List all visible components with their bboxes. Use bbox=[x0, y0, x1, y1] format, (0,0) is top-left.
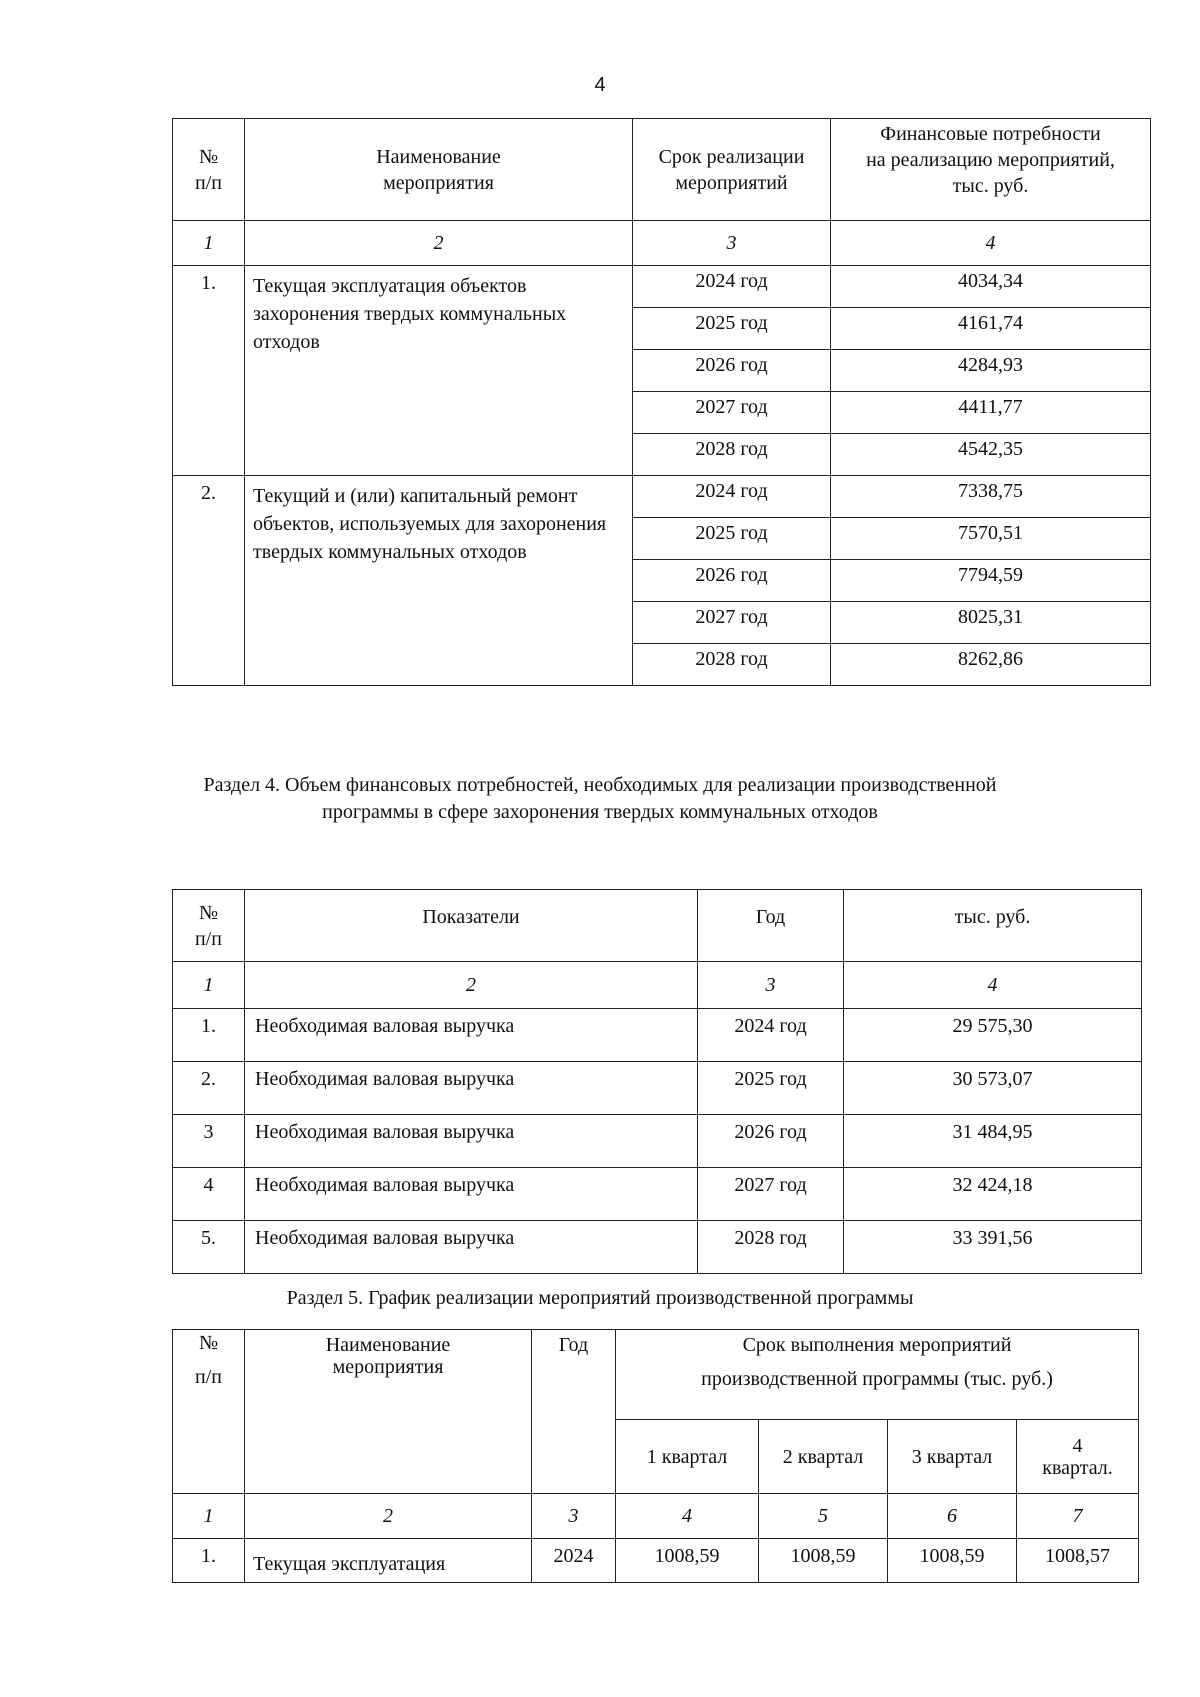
year-cell: 2026 год bbox=[698, 1115, 844, 1168]
header-quarter-1: 1 квартал bbox=[616, 1420, 759, 1494]
table-row bbox=[173, 1539, 1139, 1583]
value-cell: 4034,34 bbox=[831, 266, 1151, 308]
indicator-cell: Необходимая валовая выручка bbox=[245, 1168, 698, 1221]
year-cell: 2026 год bbox=[633, 350, 831, 392]
value-cell: 4284,93 bbox=[831, 350, 1151, 392]
section-4-title: Раздел 4. Объем финансовых потребностей, необходимых для реализации производственной программы в сфере захоронения твердых коммунальных отходов bbox=[203, 774, 997, 823]
header-year: Год bbox=[532, 1330, 616, 1494]
year-cell: 2027 год bbox=[633, 392, 831, 434]
value-cell: 29 575,30 bbox=[844, 1009, 1142, 1062]
year-cell: 2028 год bbox=[633, 434, 831, 476]
year-cell: 2024 год bbox=[698, 1009, 844, 1062]
table-row bbox=[173, 476, 1151, 518]
row-number: 1. bbox=[173, 1539, 245, 1583]
value-cell: 8262,86 bbox=[831, 644, 1151, 686]
header-quarter-3: 3 квартал bbox=[888, 1420, 1017, 1494]
header-activity-name: Наименование мероприятия bbox=[245, 1330, 532, 1494]
header-number: № п/п bbox=[173, 119, 245, 221]
year-cell: 2024 bbox=[532, 1539, 616, 1583]
value-cell: 4411,77 bbox=[831, 392, 1151, 434]
year-cell: 2024 год bbox=[633, 476, 831, 518]
header-term: Срок реализации мероприятий bbox=[633, 119, 831, 221]
index-cell: 3 bbox=[532, 1494, 616, 1539]
year-cell: 2027 год bbox=[633, 602, 831, 644]
index-cell: 2 bbox=[245, 221, 633, 266]
value-cell: 7570,51 bbox=[831, 518, 1151, 560]
header-term: Срок выполнения мероприятий производственной программы (тыс. руб.) bbox=[616, 1330, 1139, 1420]
header-indicators: Показатели bbox=[245, 890, 698, 962]
index-cell: 4 bbox=[831, 221, 1151, 266]
table-row bbox=[173, 1221, 1142, 1274]
indicator-cell: Необходимая валовая выручка bbox=[245, 1115, 698, 1168]
year-cell: 2025 год bbox=[633, 518, 831, 560]
row-number: 3 bbox=[173, 1115, 245, 1168]
row-number: 2. bbox=[173, 476, 245, 686]
header-quarter-2: 2 квартал bbox=[759, 1420, 888, 1494]
value-cell: 4542,35 bbox=[831, 434, 1151, 476]
index-cell: 2 bbox=[245, 962, 698, 1009]
header-number: № п/п bbox=[173, 890, 245, 962]
activities-financing-table bbox=[172, 118, 1151, 686]
table-row bbox=[173, 1168, 1142, 1221]
activity-name: Текущий и (или) капитальный ремонт объектов, используемых для захоронения твердых коммунальных отходов bbox=[245, 476, 633, 686]
quarter-4-value: 1008,57 bbox=[1017, 1539, 1139, 1583]
header-financing: Финансовые потребности на реализацию мероприятий, тыс. руб. bbox=[831, 119, 1151, 221]
activity-name: Текущая эксплуатация bbox=[245, 1539, 532, 1583]
index-cell: 1 bbox=[173, 962, 245, 1009]
table-row bbox=[173, 1009, 1142, 1062]
activity-name: Текущая эксплуатация объектов захоронения твердых коммунальных отходов bbox=[245, 266, 633, 476]
row-number: 2. bbox=[173, 1062, 245, 1115]
indicator-cell: Необходимая валовая выручка bbox=[245, 1009, 698, 1062]
row-number: 1. bbox=[173, 266, 245, 476]
value-cell: 7794,59 bbox=[831, 560, 1151, 602]
index-cell: 2 bbox=[245, 1494, 532, 1539]
index-cell: 6 bbox=[888, 1494, 1017, 1539]
value-cell: 32 424,18 bbox=[844, 1168, 1142, 1221]
header-quarter-4: 4 квартал. bbox=[1017, 1420, 1139, 1494]
page-number: 4 bbox=[594, 74, 606, 96]
header-activity-name: Наименование мероприятия bbox=[245, 119, 633, 221]
year-cell: 2027 год bbox=[698, 1168, 844, 1221]
section-5-title: Раздел 5. График реализации мероприятий производственной программы bbox=[286, 1287, 914, 1309]
index-cell: 1 bbox=[173, 1494, 245, 1539]
value-cell: 30 573,07 bbox=[844, 1062, 1142, 1115]
value-cell: 8025,31 bbox=[831, 602, 1151, 644]
year-cell: 2026 год bbox=[633, 560, 831, 602]
value-cell: 31 484,95 bbox=[844, 1115, 1142, 1168]
row-number: 5. bbox=[173, 1221, 245, 1274]
index-cell: 5 bbox=[759, 1494, 888, 1539]
value-cell: 7338,75 bbox=[831, 476, 1151, 518]
indicator-cell: Необходимая валовая выручка bbox=[245, 1062, 698, 1115]
header-number: № п/п bbox=[173, 1330, 245, 1494]
table-row bbox=[173, 266, 1151, 308]
row-number: 1. bbox=[173, 1009, 245, 1062]
indicator-cell: Необходимая валовая выручка bbox=[245, 1221, 698, 1274]
index-cell: 7 bbox=[1017, 1494, 1139, 1539]
index-cell: 3 bbox=[633, 221, 831, 266]
year-cell: 2028 год bbox=[633, 644, 831, 686]
index-cell: 3 bbox=[698, 962, 844, 1009]
index-cell: 1 bbox=[173, 221, 245, 266]
quarter-1-value: 1008,59 bbox=[616, 1539, 759, 1583]
year-cell: 2028 год bbox=[698, 1221, 844, 1274]
value-cell: 4161,74 bbox=[831, 308, 1151, 350]
index-cell: 4 bbox=[616, 1494, 759, 1539]
header-year: Год bbox=[698, 890, 844, 962]
index-cell: 4 bbox=[844, 962, 1142, 1009]
value-cell: 33 391,56 bbox=[844, 1221, 1142, 1274]
schedule-table bbox=[172, 1329, 1139, 1583]
header-value: тыс. руб. bbox=[844, 890, 1142, 962]
year-cell: 2025 год bbox=[698, 1062, 844, 1115]
table-row bbox=[173, 1115, 1142, 1168]
table-row bbox=[173, 1062, 1142, 1115]
row-number: 4 bbox=[173, 1168, 245, 1221]
quarter-3-value: 1008,59 bbox=[888, 1539, 1017, 1583]
quarter-2-value: 1008,59 bbox=[759, 1539, 888, 1583]
financial-needs-table bbox=[172, 889, 1142, 1274]
year-cell: 2024 год bbox=[633, 266, 831, 308]
year-cell: 2025 год bbox=[633, 308, 831, 350]
